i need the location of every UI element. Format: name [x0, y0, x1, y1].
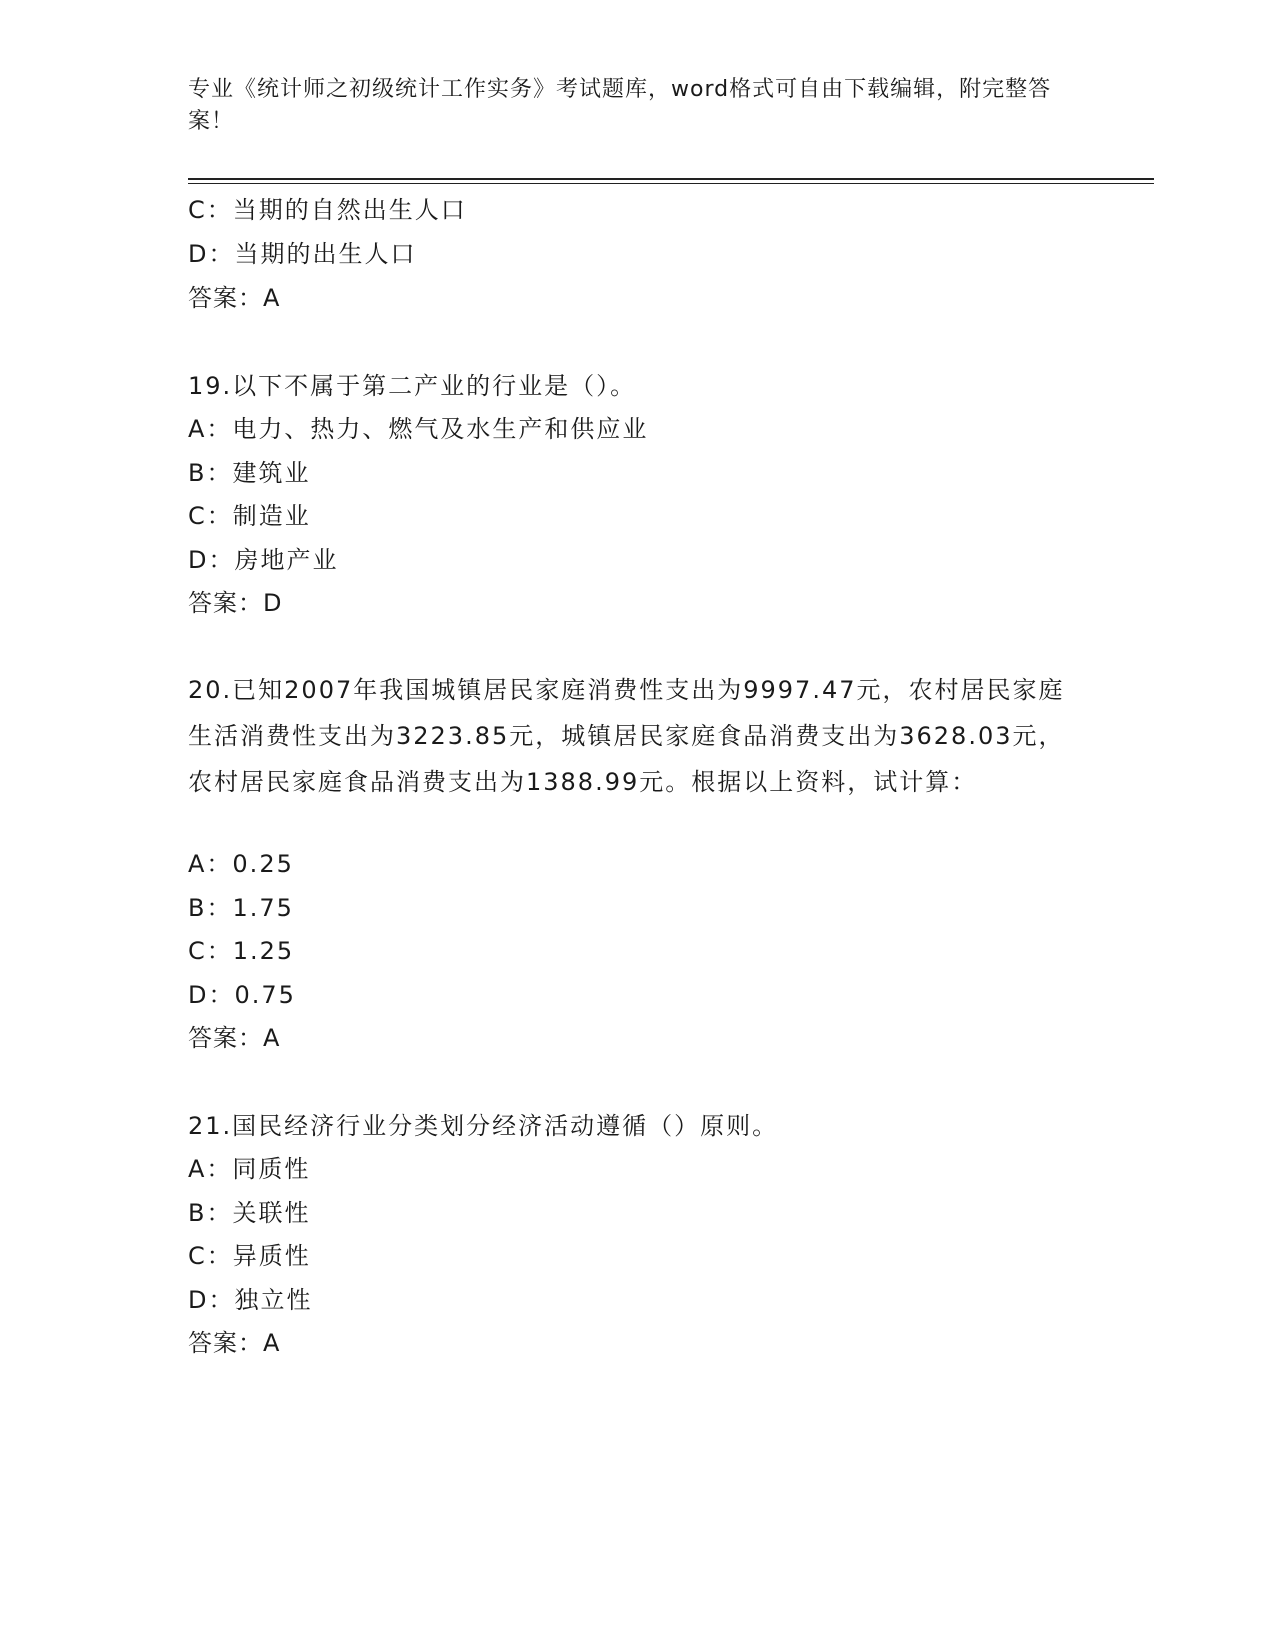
q19-option-c: C：制造业 — [188, 502, 311, 530]
q19-option-d: D：房地产业 — [188, 546, 339, 574]
document-header: 专业《统计师之初级统计工作实务》考试题库，word格式可自由下载编辑，附完整答案！ — [188, 77, 1052, 134]
q21-option-b: B：关联性 — [188, 1199, 311, 1227]
q20-option-a: A：0.25 — [188, 850, 294, 878]
carryover-option-d: D：当期的出生人口 — [188, 240, 417, 268]
q19-answer: 答案：D — [188, 589, 283, 617]
q20-option-b: B：1.75 — [188, 894, 294, 922]
q20-answer: 答案：A — [188, 1024, 281, 1052]
q21-option-d: D：独立性 — [188, 1286, 313, 1314]
q21-stem: 21.国民经济行业分类划分经济活动遵循（）原则。 — [188, 1112, 779, 1140]
q19-option-a: A：电力、热力、燃气及水生产和供应业 — [188, 415, 649, 443]
q21-answer: 答案：A — [188, 1329, 281, 1357]
header-rule-thin — [188, 183, 1154, 184]
q21-option-c: C：异质性 — [188, 1242, 311, 1270]
q20-stem: 20.已知2007年我国城镇居民家庭消费性支出为9997.47元，农村居民家庭生活消费性支出为3223.85元，城镇居民家庭食品消费支出为3628.03元，农村居民家庭食品消费支出为1388.99元。根据以上资料，试计算： — [188, 676, 1065, 796]
carryover-option-c: C：当期的自然出生人口 — [188, 196, 467, 224]
q19-option-b: B：建筑业 — [188, 459, 311, 487]
q19-stem: 19.以下不属于第二产业的行业是（）。 — [188, 372, 637, 400]
header-rule-thick — [188, 178, 1154, 180]
q20-option-c: C：1.25 — [188, 937, 295, 965]
q21-option-a: A：同质性 — [188, 1155, 311, 1183]
carryover-answer: 答案：A — [188, 284, 281, 312]
q20-option-d: D：0.75 — [188, 981, 296, 1009]
